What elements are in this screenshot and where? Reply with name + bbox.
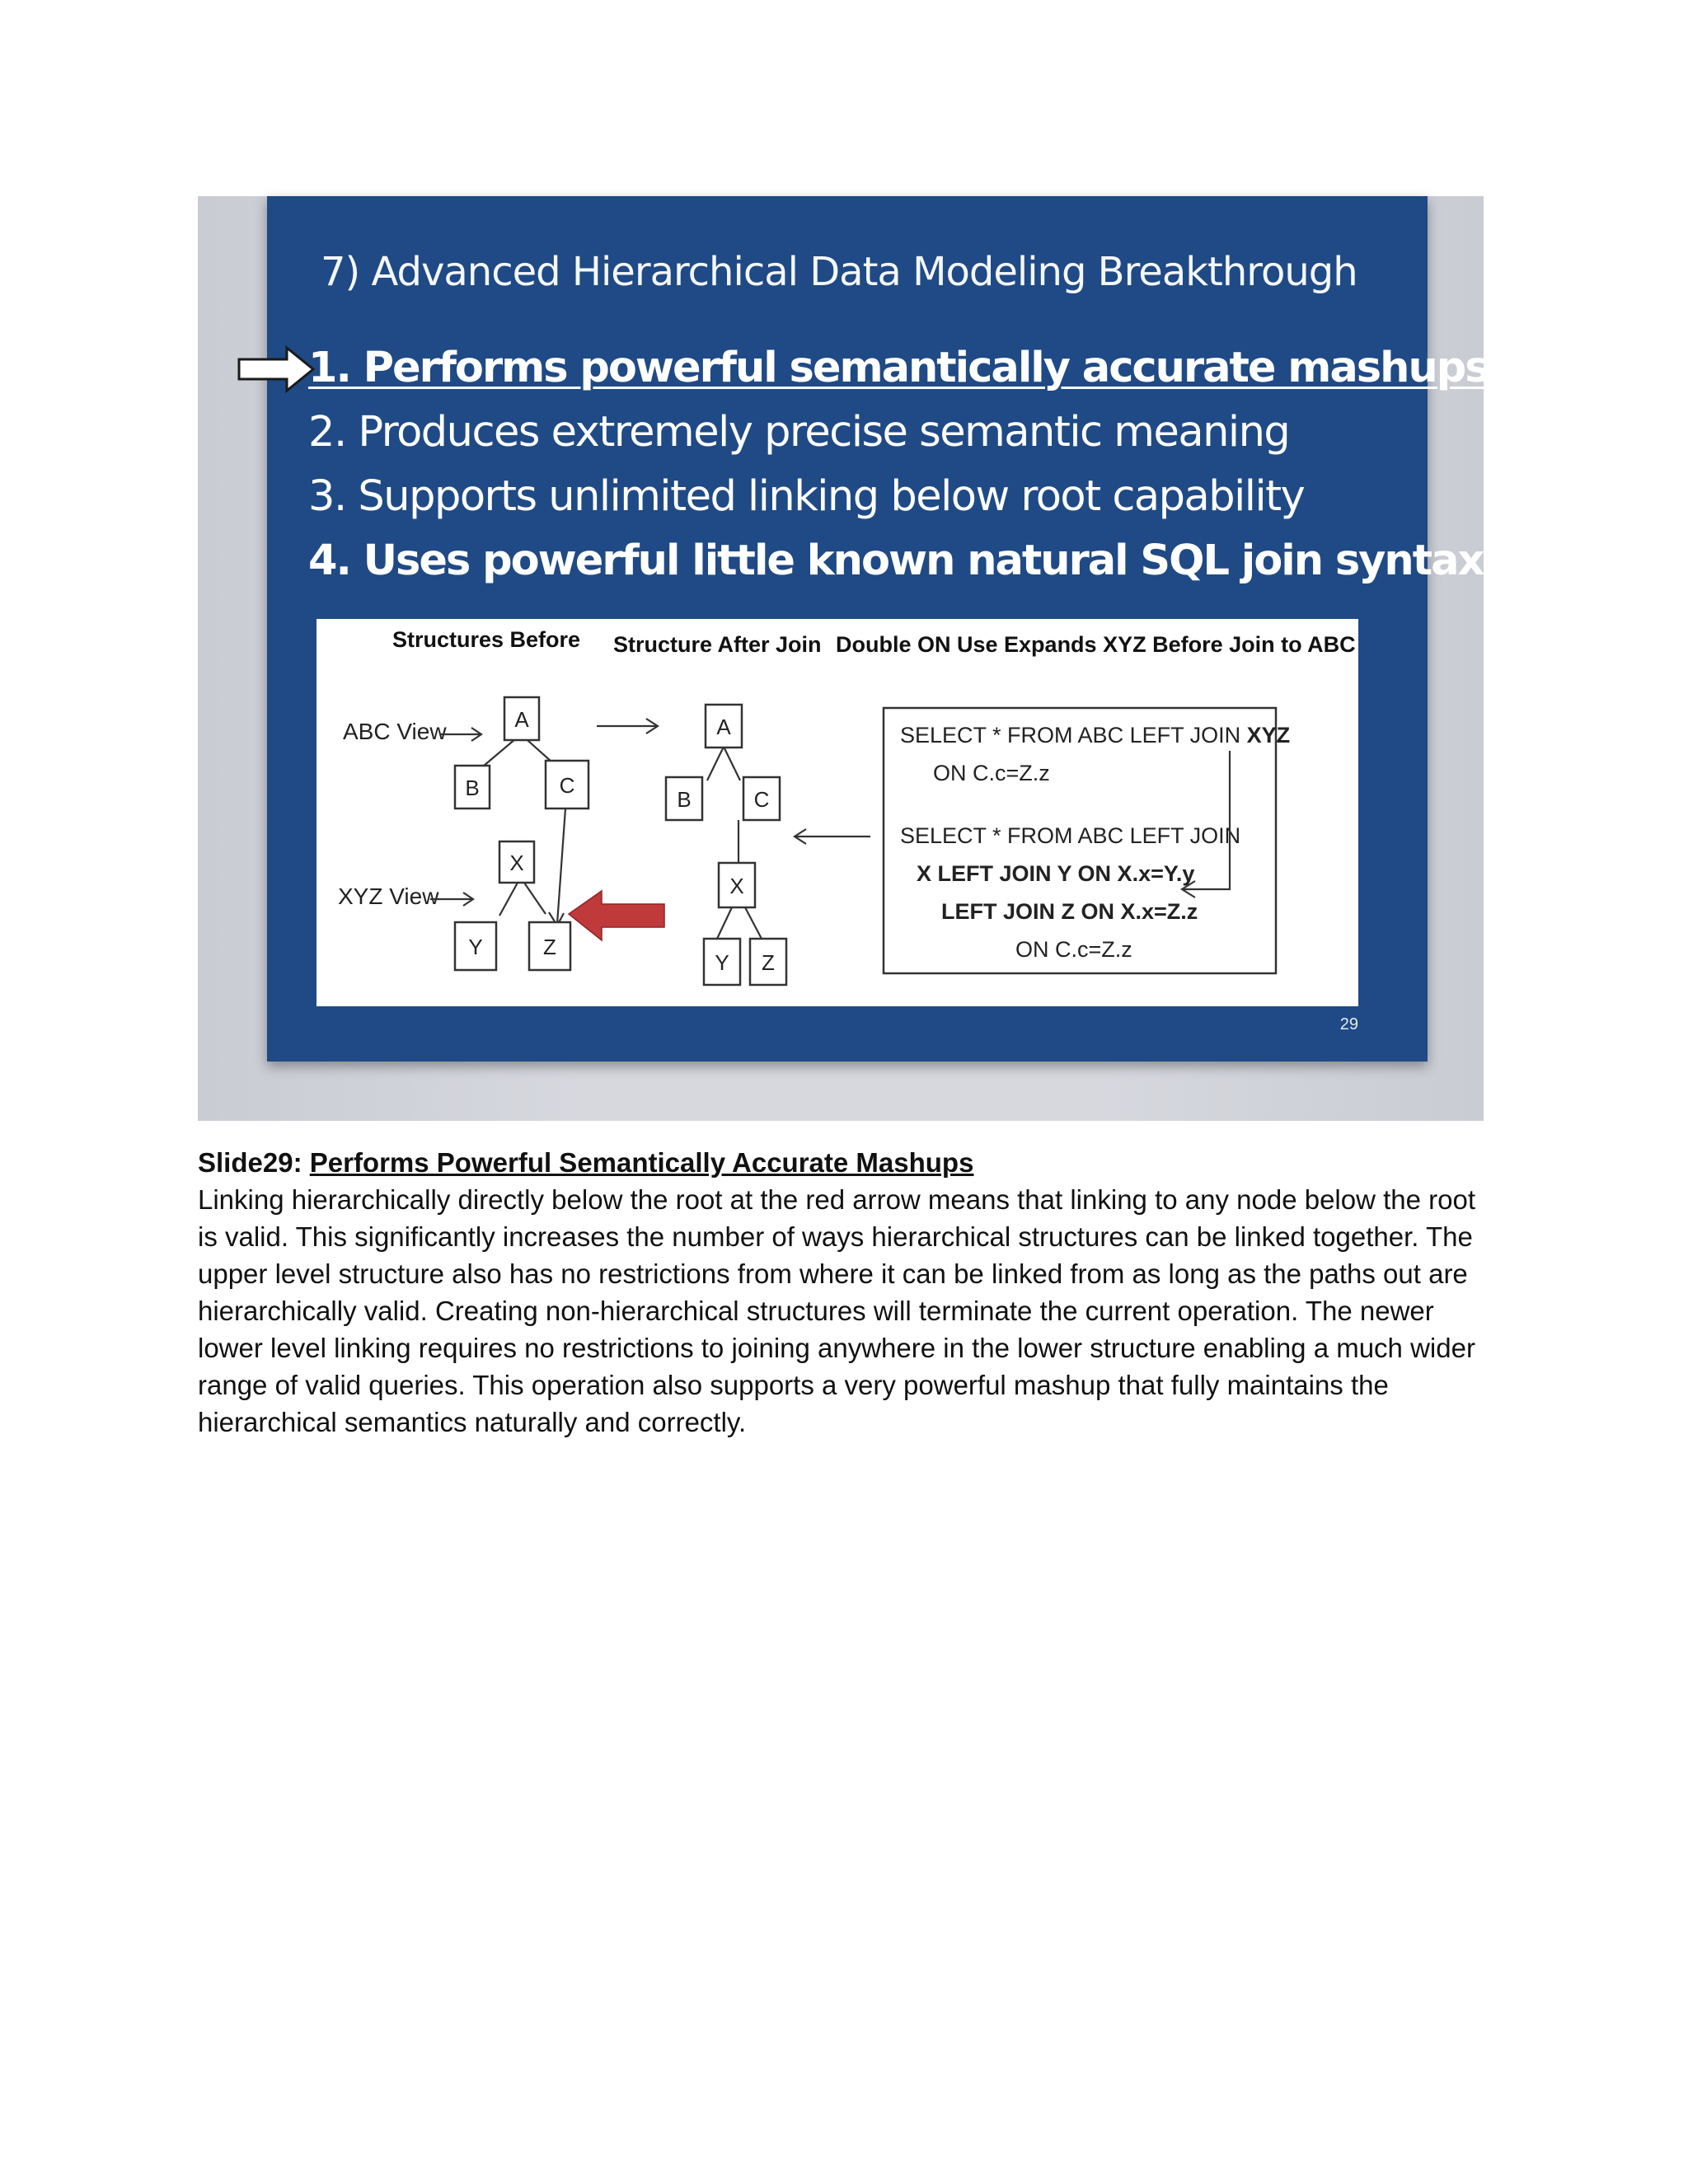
node-a-before bbox=[504, 697, 539, 740]
svg-text:Y: Y bbox=[715, 950, 729, 975]
slide-bullet-list bbox=[308, 336, 1489, 593]
red-arrow-icon bbox=[569, 891, 664, 940]
slide-title: 7) Advanced Hierarchical Data Modeling Breakthrough bbox=[321, 249, 1357, 295]
svg-text:X: X bbox=[509, 851, 524, 875]
caption-body: Linking hierarchically directly below the root at the red arrow means that linking to any node below the root is valid. This significantly increases the number of ways hierarchical structures can be linked together. The upper level structure also has no restrictions from where it can be linked from as long as the paths out are hierarchically valid. Creating non-hierarchical structures will terminate the current operation. The newer lower level linking requires no restrictions to joining anywhere in the lower structure enabling a much wider range of valid queries. This operation also supports a very powerful mashup that fully maintains the hierarchical semantics naturally and correctly. bbox=[198, 1184, 1476, 1437]
slide-caption bbox=[198, 1144, 1484, 1441]
heading-structure-after-join: Structure After Join bbox=[613, 632, 822, 657]
svg-text:Z: Z bbox=[543, 935, 556, 959]
sql-2-line-3: LEFT JOIN Z ON X.x=Z.z bbox=[941, 899, 1198, 924]
link-c-z-arrow bbox=[549, 808, 565, 926]
node-c-after bbox=[743, 777, 780, 820]
node-a-after bbox=[706, 705, 742, 748]
sql-1-line-1: SELECT * FROM ABC LEFT JOIN XYZ bbox=[900, 723, 1291, 748]
edge-x-y bbox=[499, 883, 518, 916]
svg-text:X: X bbox=[729, 874, 744, 898]
svg-text:B: B bbox=[465, 776, 480, 800]
node-y-after bbox=[704, 939, 740, 985]
edge-after-x-z bbox=[745, 907, 762, 939]
svg-text:A: A bbox=[514, 707, 529, 732]
join-diagram bbox=[316, 619, 1358, 1006]
before-to-after-arrow-icon bbox=[597, 719, 658, 733]
node-x-after bbox=[719, 863, 755, 907]
svg-text:Z: Z bbox=[762, 950, 775, 975]
caption-title: Performs Powerful Semantically Accurate Mashups bbox=[309, 1147, 974, 1178]
heading-double-on: Double ON Use Expands XYZ Before Join to ABC bbox=[836, 632, 1356, 657]
edge-after-a-c bbox=[724, 747, 740, 780]
slide-number: 29 bbox=[1339, 1015, 1358, 1033]
sql-to-after-arrow-icon bbox=[795, 829, 870, 844]
node-y-before bbox=[455, 922, 496, 970]
slide-bullet-1: 1. Performs powerful semantically accurate mashups bbox=[308, 344, 1489, 392]
svg-text:A: A bbox=[716, 715, 731, 739]
node-z-before bbox=[529, 922, 570, 970]
slide-bullet-3: 3. Supports unlimited linking below root capability bbox=[308, 472, 1305, 521]
svg-text:C: C bbox=[559, 773, 575, 798]
sql-2-line-4: ON C.c=Z.z bbox=[1015, 937, 1132, 962]
pointer-arrow-icon bbox=[236, 344, 318, 394]
svg-text:C: C bbox=[753, 787, 770, 812]
sql-2-line-2: X LEFT JOIN Y ON X.x=Y.y bbox=[917, 861, 1195, 886]
slide-image bbox=[198, 196, 1489, 1121]
slide-bullet-2: 2. Produces extremely precise semantic meaning bbox=[308, 408, 1290, 457]
heading-structures-before: Structures Before bbox=[392, 627, 581, 652]
edge-after-x-y bbox=[717, 907, 732, 939]
sql-2-line-1: SELECT * FROM ABC LEFT JOIN bbox=[900, 823, 1241, 848]
svg-text:B: B bbox=[677, 787, 692, 812]
caption-slide-label: Slide29: bbox=[198, 1147, 310, 1178]
edge-x-z bbox=[524, 883, 546, 914]
sql-1-line-2: ON C.c=Z.z bbox=[933, 761, 1050, 785]
node-b-after bbox=[666, 777, 702, 820]
edge-after-a-b bbox=[707, 747, 724, 780]
node-c-before bbox=[546, 761, 588, 808]
svg-text:Y: Y bbox=[468, 935, 483, 959]
abc-view-label: ABC View bbox=[343, 719, 447, 744]
slide bbox=[267, 196, 1489, 1062]
slide-bullet-4: 4. Uses powerful little known natural SQL join syntax bbox=[308, 537, 1484, 585]
node-x-before bbox=[499, 841, 534, 883]
node-b-before bbox=[455, 766, 490, 808]
xyz-view-label: XYZ View bbox=[338, 883, 439, 909]
node-z-after bbox=[750, 939, 786, 985]
caption-heading bbox=[198, 1144, 1484, 1181]
